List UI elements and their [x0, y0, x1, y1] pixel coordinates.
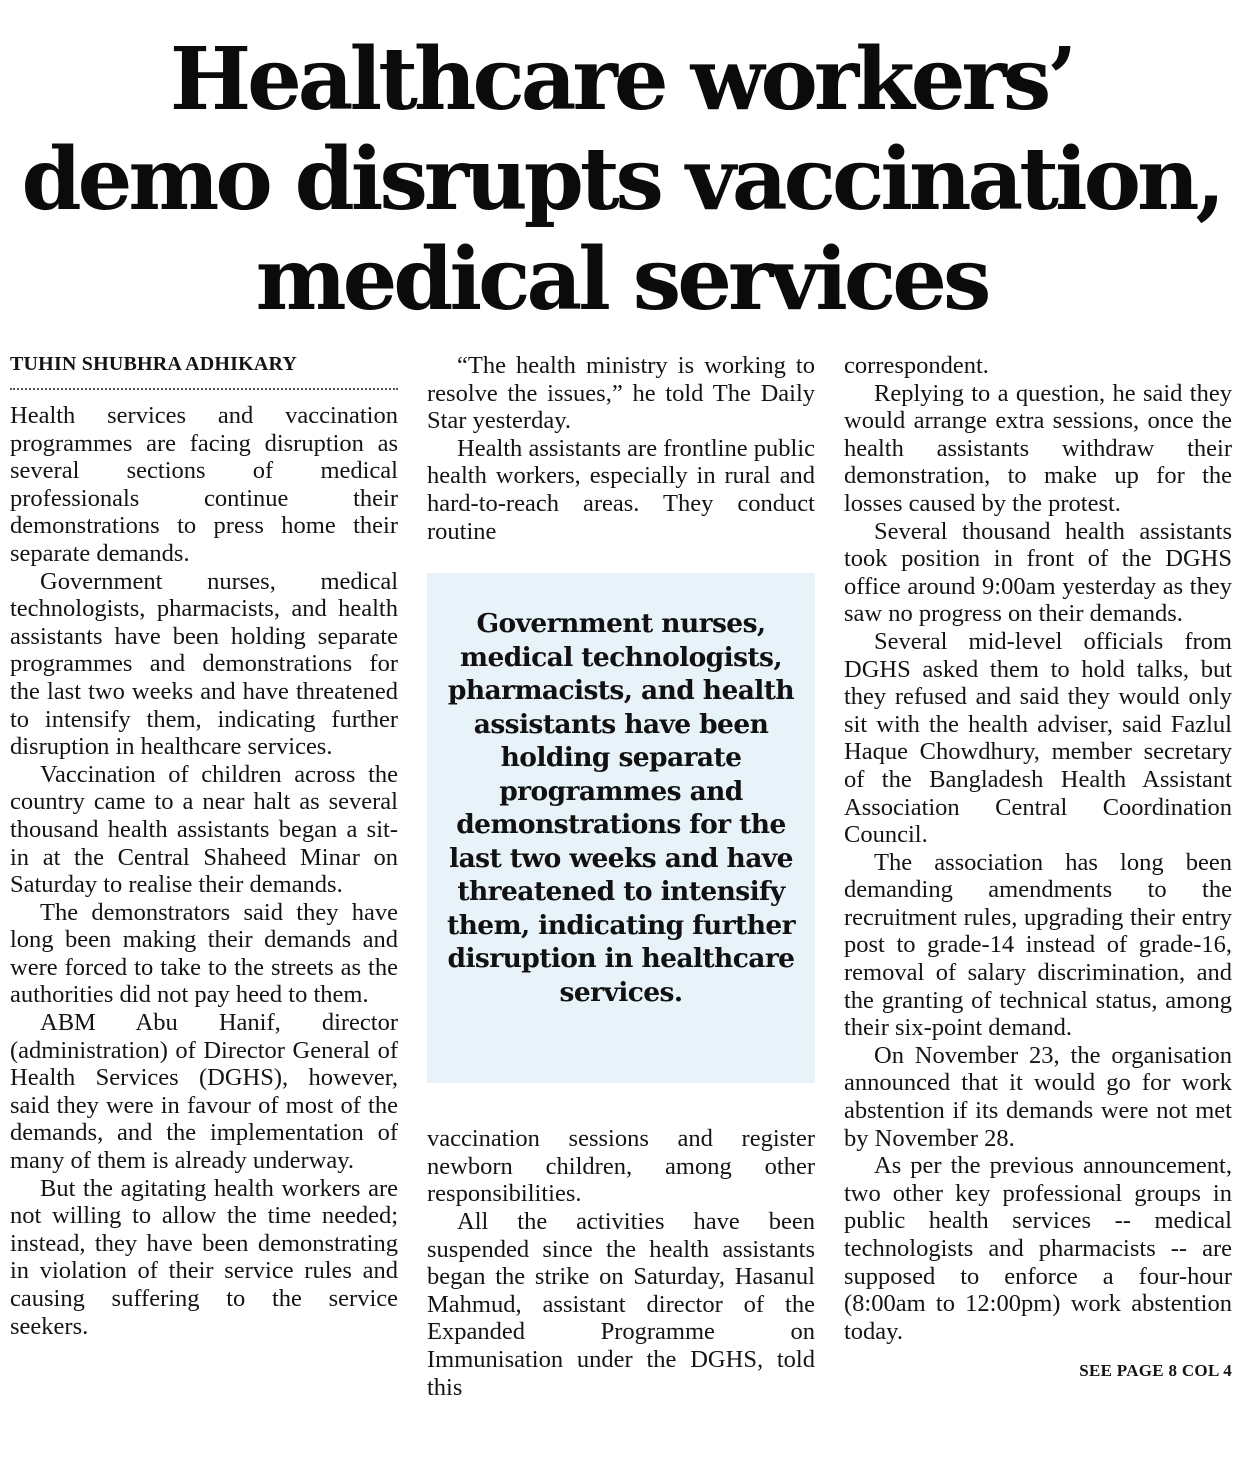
paragraph: The demonstrators said they have long been making their demands and were forced to take to the streets as the authorities did not pay heed to them. — [10, 898, 398, 1009]
paragraph: The association has long been demanding amendments to the recruitment rules, upgrading their entry post to grade-14 instead of grade-16, removal of salary discrimination, and the granting of technical status, among their six-point demand. — [844, 848, 1232, 1042]
paragraph: As per the previous announcement, two other key professional groups in public health services -- medical technologists and pharmacists -- are supposed to enforce a four-hour (8:00am to 12:00pm) work abstention today. — [844, 1152, 1232, 1345]
paragraph: Several thousand health assistants took position in front of the DGHS office around 9:00am yesterday as they saw no progress on their demands. — [844, 517, 1232, 628]
paragraph: Vaccination of children across the country came to a near halt as several thousand health assistants began a sit-in at the Central Shaheed Minar on Saturday to realise their demands. — [10, 760, 398, 899]
pull-quote — [427, 573, 815, 1083]
paragraph: Replying to a question, he said they would arrange extra sessions, once the health assistants withdraw their demonstration, to make up for the losses caused by the protest. — [844, 379, 1232, 517]
paragraph: On November 23, the organisation announced that it would go for work abstention if its demands were not met by November 28. — [844, 1041, 1232, 1152]
headline-line-3: medical services — [255, 229, 988, 330]
headline-line-2: demo disrupts vaccination, — [21, 129, 1222, 230]
continuation-reference[interactable]: SEE PAGE 8 COL 4 — [1079, 1361, 1232, 1381]
paragraph: ABM Abu Hanif, director (administration) of Director General of Health Services (DGHS), however, said they were in favour of most of the demands, and the implementation of many of them is already underway. — [10, 1009, 398, 1175]
article-column-1 — [10, 352, 398, 1340]
paragraph: vaccination sessions and register newborn children, among other responsibilities. — [427, 1125, 815, 1208]
paragraph: Government nurses, medical technologists, pharmacists, and health assistants have been holding separate programmes and demonstrations for the last two weeks and have threatened to intensify them, indicating further disruption in healthcare services. — [10, 567, 398, 761]
headline-line-1: Healthcare workers’ — [169, 29, 1074, 130]
article-column-2 — [427, 352, 815, 1401]
headline — [0, 30, 1243, 330]
article-column-3 — [844, 352, 1232, 1385]
pull-quote-text: Government nurses, medical technologists, pharmacists, and health assistants have been holding separate programmes and demonstrations for the last two weeks and have threatened to intensify them, indicating further disruption in healthcare services. — [447, 608, 795, 1008]
paragraph: All the activities have been suspended since the health assistants began the strike on Saturday, Hasanul Mahmud, assistant director of the Expanded Programme on Immunisation under the DGHS, told this — [427, 1207, 815, 1401]
paragraph: Several mid-level officials from DGHS asked them to hold talks, but they refused and said they would only sit with the health adviser, said Fazlul Haque Chowdhury, member secretary of the Bangladesh Health Assistant Association Central Coordination Council. — [844, 627, 1232, 849]
paragraph: Health services and vaccination programmes are facing disruption as several sections of medical professionals continue their demonstrations to press home their separate demands. — [10, 402, 398, 567]
paragraph: correspondent. — [844, 352, 989, 379]
paragraph: Health assistants are frontline public health workers, especially in rural and hard-to-reach areas. They conduct routine — [427, 434, 815, 545]
paragraph: “The health ministry is working to resolve the issues,” he told The Daily Star yesterday. — [427, 352, 815, 435]
paragraph: But the agitating health workers are not willing to allow the time needed; instead, they have been demonstrating in violation of their service rules and causing suffering to the service seekers. — [10, 1174, 398, 1340]
byline: TUHIN SHUBHRA ADHIKARY — [10, 352, 398, 390]
